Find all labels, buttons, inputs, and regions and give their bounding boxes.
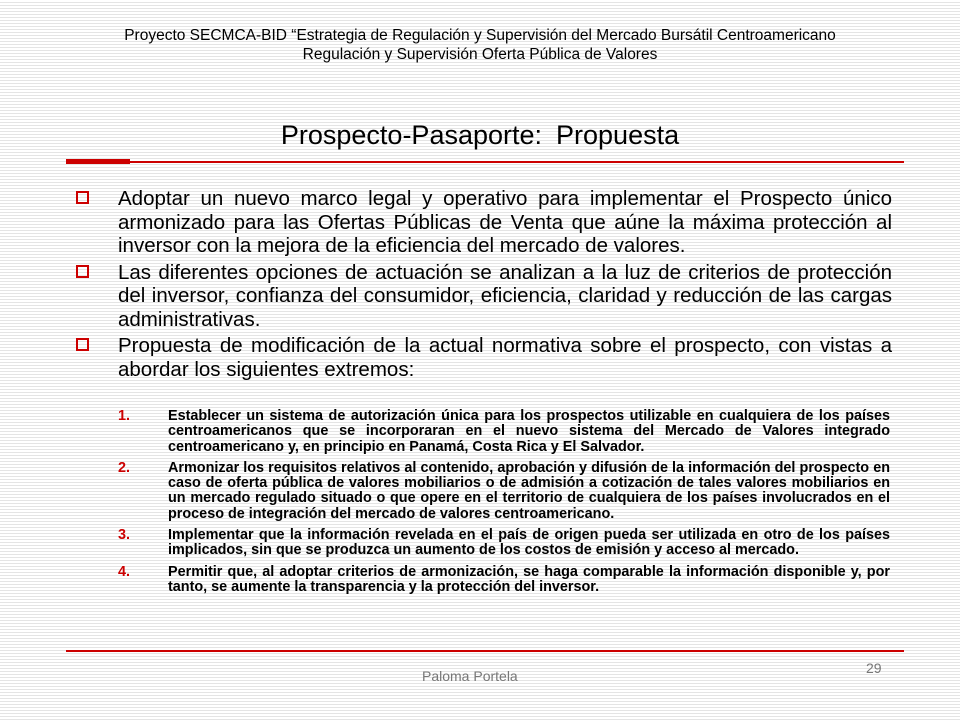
item-number: 4. xyxy=(118,563,131,580)
item-text: Permitir que, al adoptar criterios de armonización, se haga comparable la información disponible y, por tanto, se aumente la transparencia y la protección del inversor. xyxy=(168,563,890,595)
header-subtitle-line: Regulación y Supervisión Oferta Pública de Valores xyxy=(302,46,658,63)
item-number: 1. xyxy=(118,408,131,424)
numbered-list xyxy=(118,409,890,601)
title-divider-accent xyxy=(66,159,130,164)
page-number: 29 xyxy=(866,660,882,676)
footer-author: Paloma Portela xyxy=(422,668,518,684)
bullet-item xyxy=(72,261,892,332)
numbered-item xyxy=(118,528,890,559)
numbered-item xyxy=(118,565,890,596)
square-bullet-icon xyxy=(76,191,89,204)
square-bullet-icon xyxy=(76,338,89,351)
title-part-2: Propuesta xyxy=(556,120,680,150)
item-number: 3. xyxy=(118,527,131,544)
bullet-item xyxy=(72,187,892,258)
square-bullet-icon xyxy=(76,265,89,278)
title-divider xyxy=(66,161,904,163)
title-part-1: Prospecto-Pasaporte: xyxy=(280,120,543,150)
footer-divider xyxy=(66,650,904,652)
item-text: Armonizar los requisitos relativos al contenido, aprobación y difusión de la información del prospecto en caso de oferta pública de valores mobiliarios o de admisión a cotización de tales valores mobiliarios en un mercado regulado situado o que opere en el territorio de cualquiera de los países involucrados en el proceso de integración del mercado de valores centroamericano. xyxy=(168,459,890,522)
item-text: Implementar que la información revelada en el país de origen pueda ser utilizada en otro de los países implicados, sin que se produzca un aumento de los costos de emisión y acceso al mercado. xyxy=(168,527,890,559)
item-text: Establecer un sistema de autorización única para los prospectos utilizable en cualquiera de los países centroamericanos que se incorporaran en el nuevo sistema del Mercado de Valores integrado centroamericano y, en principio en Panamá, Costa Rica y El Salvador. xyxy=(168,408,890,455)
bullet-list xyxy=(72,187,892,384)
bullet-text: Adoptar un nuevo marco legal y operativo para implementar el Prospecto único armonizado para las Ofertas Públicas de Venta que aúne la máxima protección al inversor con la mejora de la eficiencia del mercado de valores. xyxy=(118,187,892,257)
numbered-item xyxy=(118,409,890,455)
item-number: 2. xyxy=(118,459,131,476)
slide-header xyxy=(0,26,960,64)
slide-title xyxy=(0,120,960,151)
header-project-line: Proyecto SECMCA-BID “Estrategia de Regulación y Supervisión del Mercado Bursátil Centroamericano xyxy=(124,27,836,44)
bullet-item xyxy=(72,334,892,381)
bullet-text: Las diferentes opciones de actuación se analizan a la luz de criterios de protección del inversor, confianza del consumidor, eficiencia, claridad y reducción de las cargas administrativas. xyxy=(118,260,892,331)
numbered-item xyxy=(118,461,890,522)
bullet-text: Propuesta de modificación de la actual normativa sobre el prospecto, con vistas a abordar los siguientes extremos: xyxy=(118,334,892,381)
